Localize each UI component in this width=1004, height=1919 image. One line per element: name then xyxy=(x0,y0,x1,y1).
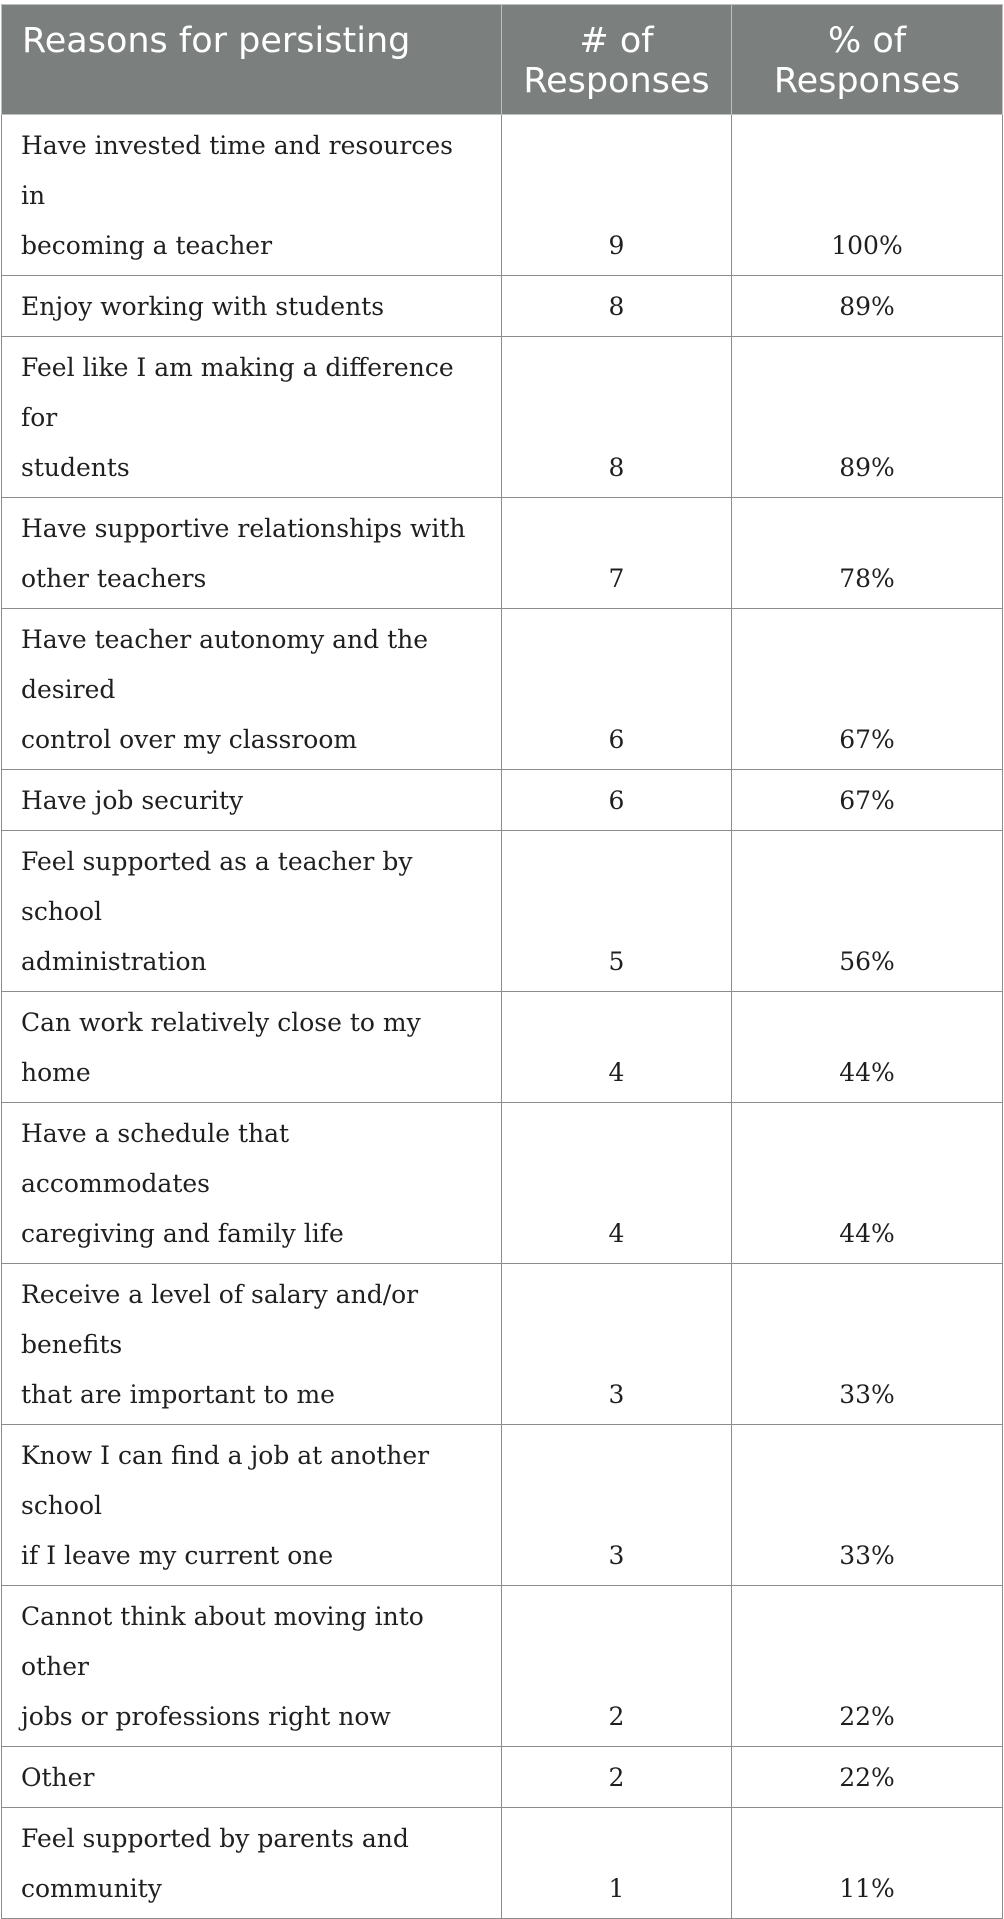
reason-cell xyxy=(2,1264,502,1425)
table-row xyxy=(2,770,1003,831)
reason-line2: caregiving and family life xyxy=(21,1219,344,1248)
percent-cell: 100% xyxy=(732,115,1003,276)
reason-cell xyxy=(2,337,502,498)
reason-line1: Feel supported by parents and xyxy=(21,1824,409,1853)
percent-cell: 67% xyxy=(732,609,1003,770)
count-cell: 7 xyxy=(502,498,732,609)
reason-cell xyxy=(2,1586,502,1747)
header-percent-line2: Responses xyxy=(773,61,961,101)
count-cell: 4 xyxy=(502,992,732,1103)
table-row xyxy=(2,609,1003,770)
reason-line1: Have supportive relationships with xyxy=(21,514,466,543)
count-cell: 4 xyxy=(502,1103,732,1264)
header-response-count xyxy=(502,5,732,115)
reason-cell xyxy=(2,1808,502,1919)
table-row xyxy=(2,337,1003,498)
reason-line2: becoming a teacher xyxy=(21,231,273,260)
table-row xyxy=(2,831,1003,992)
reason-cell xyxy=(2,498,502,609)
percent-cell: 33% xyxy=(732,1425,1003,1586)
header-response-percent xyxy=(732,5,1003,115)
reason-cell: Enjoy working with students xyxy=(2,276,502,337)
reason-cell xyxy=(2,831,502,992)
reason-line1: Have teacher autonomy and the desired xyxy=(21,625,429,704)
table-row xyxy=(2,1586,1003,1747)
table-header xyxy=(2,5,1003,115)
header-percent-line1: % of xyxy=(827,21,907,61)
reason-line2: community xyxy=(21,1874,162,1903)
count-cell: 2 xyxy=(502,1586,732,1747)
header-reasons: Reasons for persisting xyxy=(2,5,502,115)
header-count-line1: # of xyxy=(579,21,654,61)
reason-line1: Cannot think about moving into other xyxy=(21,1602,424,1681)
percent-cell: 89% xyxy=(732,337,1003,498)
reason-line1: Feel like I am making a difference for xyxy=(21,353,454,432)
reason-line1: Receive a level of salary and/or benefits xyxy=(21,1280,419,1359)
percent-cell: 44% xyxy=(732,1103,1003,1264)
count-cell: 8 xyxy=(502,337,732,498)
reason-cell: Have job security xyxy=(2,770,502,831)
reasons-table xyxy=(1,4,1003,1919)
header-count-line2: Responses xyxy=(523,61,710,101)
table-body xyxy=(2,115,1003,1919)
count-cell: 2 xyxy=(502,1747,732,1808)
table-row xyxy=(2,992,1003,1103)
table-row xyxy=(2,1103,1003,1264)
table-row xyxy=(2,1264,1003,1425)
reason-line2: jobs or professions right now xyxy=(21,1702,391,1731)
table-row xyxy=(2,276,1003,337)
reason-cell xyxy=(2,1425,502,1586)
count-cell: 6 xyxy=(502,609,732,770)
percent-cell: 22% xyxy=(732,1747,1003,1808)
reason-cell xyxy=(2,115,502,276)
percent-cell: 22% xyxy=(732,1586,1003,1747)
reason-line1: Know I can find a job at another school xyxy=(21,1441,430,1520)
percent-cell: 67% xyxy=(732,770,1003,831)
percent-cell: 89% xyxy=(732,276,1003,337)
reason-line2: other teachers xyxy=(21,564,207,593)
table-row xyxy=(2,1747,1003,1808)
reason-line1: Feel supported as a teacher by school xyxy=(21,847,413,926)
table-row xyxy=(2,1808,1003,1919)
count-cell: 8 xyxy=(502,276,732,337)
reason-cell xyxy=(2,1103,502,1264)
count-cell: 1 xyxy=(502,1808,732,1919)
reason-line2: administration xyxy=(21,947,207,976)
count-cell: 6 xyxy=(502,770,732,831)
reason-line2: control over my classroom xyxy=(21,725,358,754)
table-row xyxy=(2,115,1003,276)
reason-line1: Have a schedule that accommodates xyxy=(21,1119,290,1198)
percent-cell: 78% xyxy=(732,498,1003,609)
percent-cell: 11% xyxy=(732,1808,1003,1919)
reason-cell: Can work relatively close to my home xyxy=(2,992,502,1103)
count-cell: 3 xyxy=(502,1264,732,1425)
table-row xyxy=(2,498,1003,609)
percent-cell: 44% xyxy=(732,992,1003,1103)
count-cell: 9 xyxy=(502,115,732,276)
count-cell: 3 xyxy=(502,1425,732,1586)
reason-line2: if I leave my current one xyxy=(21,1541,334,1570)
percent-cell: 56% xyxy=(732,831,1003,992)
reason-line1: Have invested time and resources in xyxy=(21,131,453,210)
header-row xyxy=(2,5,1003,115)
percent-cell: 33% xyxy=(732,1264,1003,1425)
reason-cell: Other xyxy=(2,1747,502,1808)
count-cell: 5 xyxy=(502,831,732,992)
table-row xyxy=(2,1425,1003,1586)
reason-line2: students xyxy=(21,453,130,482)
reason-cell xyxy=(2,609,502,770)
reason-line2: that are important to me xyxy=(21,1380,335,1409)
